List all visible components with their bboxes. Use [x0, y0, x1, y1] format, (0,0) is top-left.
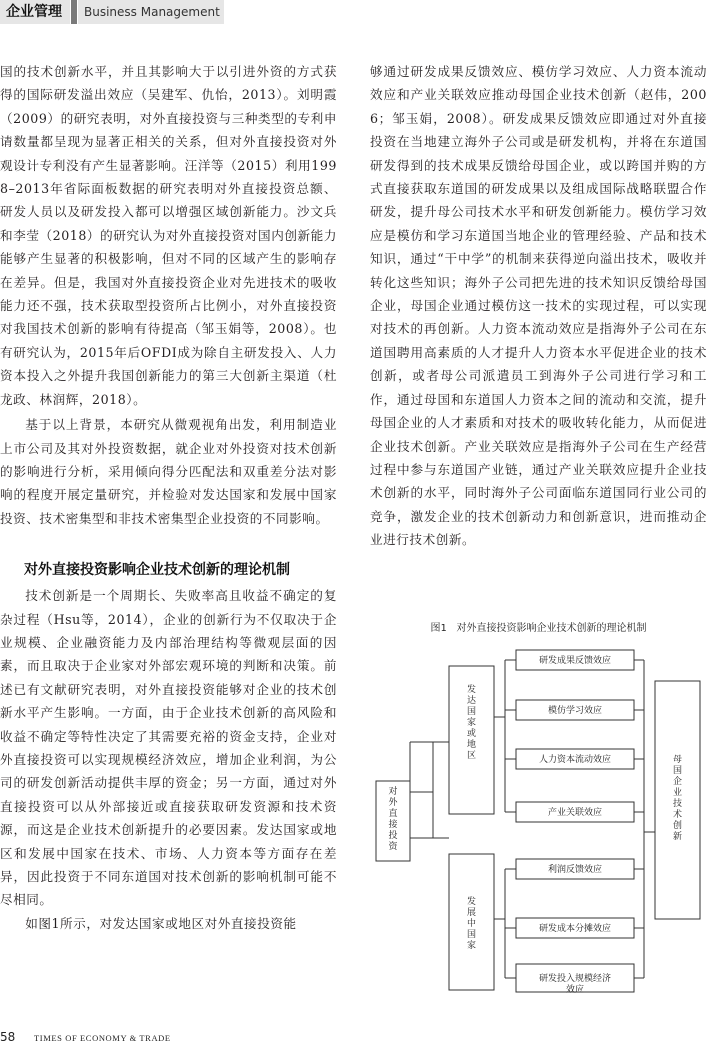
effect-label-4: 产业关联效应: [547, 808, 603, 818]
source-label: 对外直接投资: [388, 787, 398, 852]
left-column: [0, 60, 337, 935]
page-number: 58: [0, 1030, 16, 1044]
mechanism-diagram: [370, 622, 707, 1012]
header-section-en: Business Management: [78, 0, 224, 24]
right-column: [370, 60, 707, 552]
left-paragraph-1: 国的技术创新水平，并且其影响大于以引进外资的方式获得的国际研发溢出效应（吴建军、仇怡，2013）。刘明霞（2009）的研究表明，对外直接投资与三种类型的专利申请数量都呈现为显著正相关的关系，但对外直接投资对外观设计专利没有产生显著影响。汪洋等（2015）利用1998–2013年省际面板数据的研究表明对外直接投资总额、研发人员以及研发投入都可以增强区域创新能力。沙文兵和李莹（2018）的研究认为对外直接投资对国内创新能力能够产生显著的积极影响，但对不同的区域产生的影响存在差异。但是，我国对外直接投资企业对先进技术的吸收能力还不强，技术获取型投资所占比例小，对外直接投资对我国技术创新的影响有待提高（邹玉娟等，2008）。也有研究认为，2015年后OFDI成为除自主研发投入、人力资本投入之外提升我国创新能力的第三大创新主渠道（杜龙政、林润辉，2018）。: [0, 64, 337, 407]
left-paragraph-3: 技术创新是一个周期长、失败率高且收益不确定的复杂过程（Hsu等，2014），企业的创新行为不仅取决于企业规模、企业融资能力及内部治理结构等微观层面的因素，而且取决于企业家对外部宏观环境的判断和决策。前述已有文献研究表明，对外直接投资能够对企业的技术创新水平产生影响。一方面，由于企业技术创新的高风险和收益不确定等特性决定了其需要充裕的资金支持，企业对外直接投资可以实现规模经济效应，增加企业利润，为公司的研发创新活动提供丰厚的资金；另一方面，通过对外直接投资可以从外部接近或直接获取研发资源和技术资源，而这是企业技术创新提升的必要因素。发达国家或地区和发展中国家在技术、市场、人力资本等方面存在差异，因此投资于不同东道国对技术创新的影响机制可能不尽相同。: [0, 588, 337, 908]
effect-label-1: 研发成果反馈效应: [538, 656, 612, 666]
effect-label-5: 利润反馈效应: [547, 865, 603, 875]
right-paragraph-1: 够通过研发成果反馈效应、模仿学习效应、人力资本流动效应和产业关联效应推动母国企业技术创新（赵伟，2006；邹玉娟，2008）。研发成果反馈效应即通过对外直接投资在当地建立海外子公司或是研发机构，并将在东道国研发得到的技术成果反馈给母国企业，或以跨国并购的方式直接获取东道国的研发成果以及组成国际战略联盟合作研发，提升母公司技术水平和研发创新能力。模仿学习效应是模仿和学习东道国当地企业的管理经验、产品和技术知识，通过“干中学”的机制来获得逆向溢出技术，吸收并转化这些知识；海外子公司把先进的技术知识反馈给母国企业，母国企业通过模仿这一技术的实现过程，可以实现对技术的再创新。人力资本流动效应是指海外子公司在东道国聘用高素质的人才提升人力资本水平促进企业的技术创新，或者母公司派遣员工到海外子公司进行学习和工作，通过母国和东道国人力资本之间的流动和交流，提升母国企业的人才素质和对技术的吸收转化能力，从而促进企业技术创新。产业关联效应是指海外子公司在生产经营过程中参与东道国产业链，通过产业关联效应提升企业技术创新的水平，同时海外子公司面临东道国同行业公司的竞争，激发企业的技术创新动力和创新意识，进而推动企业进行技术创新。: [370, 64, 707, 548]
journal-name: TIMES OF ECONOMY & TRADE: [34, 1033, 171, 1043]
running-header: [0, 0, 707, 26]
left-paragraph-4: 如图1所示，对发达国家或地区对外直接投资能: [25, 915, 297, 931]
header-section-cn: 企业管理: [0, 0, 70, 24]
effect-label-7: 研发投入规模经济效应: [538, 974, 612, 995]
effect-label-2: 模仿学习效应: [547, 706, 603, 716]
developing-label: 发展中国家: [466, 897, 477, 951]
header-divider-bar: [71, 0, 77, 24]
left-paragraph-2: 基于以上背景，本研究从微观视角出发，利用制造业上市公司及其对外投资数据，就企业对外投资对技术创新的影响进行分析，采用倾向得分匹配法和双重差分法对影响的程度开展定量研究，并检验对发达国家和发展中国家投资、技术密集型和非技术密集型企业投资的不同影响。: [0, 417, 337, 526]
effect-label-3: 人力资本流动效应: [538, 755, 612, 765]
developed-label: 发达国家或地区: [466, 685, 477, 761]
figure-1: [370, 622, 707, 1012]
target-label: 母国企业技术创新: [672, 755, 683, 842]
section-heading: 对外直接投资影响企业技术创新的理论机制: [24, 562, 290, 579]
figure-caption: 图1 对外直接投资影响企业技术创新的理论机制: [430, 623, 647, 634]
effect-label-6: 研发成本分摊效应: [538, 924, 612, 934]
diagram-boxes: [376, 650, 700, 992]
